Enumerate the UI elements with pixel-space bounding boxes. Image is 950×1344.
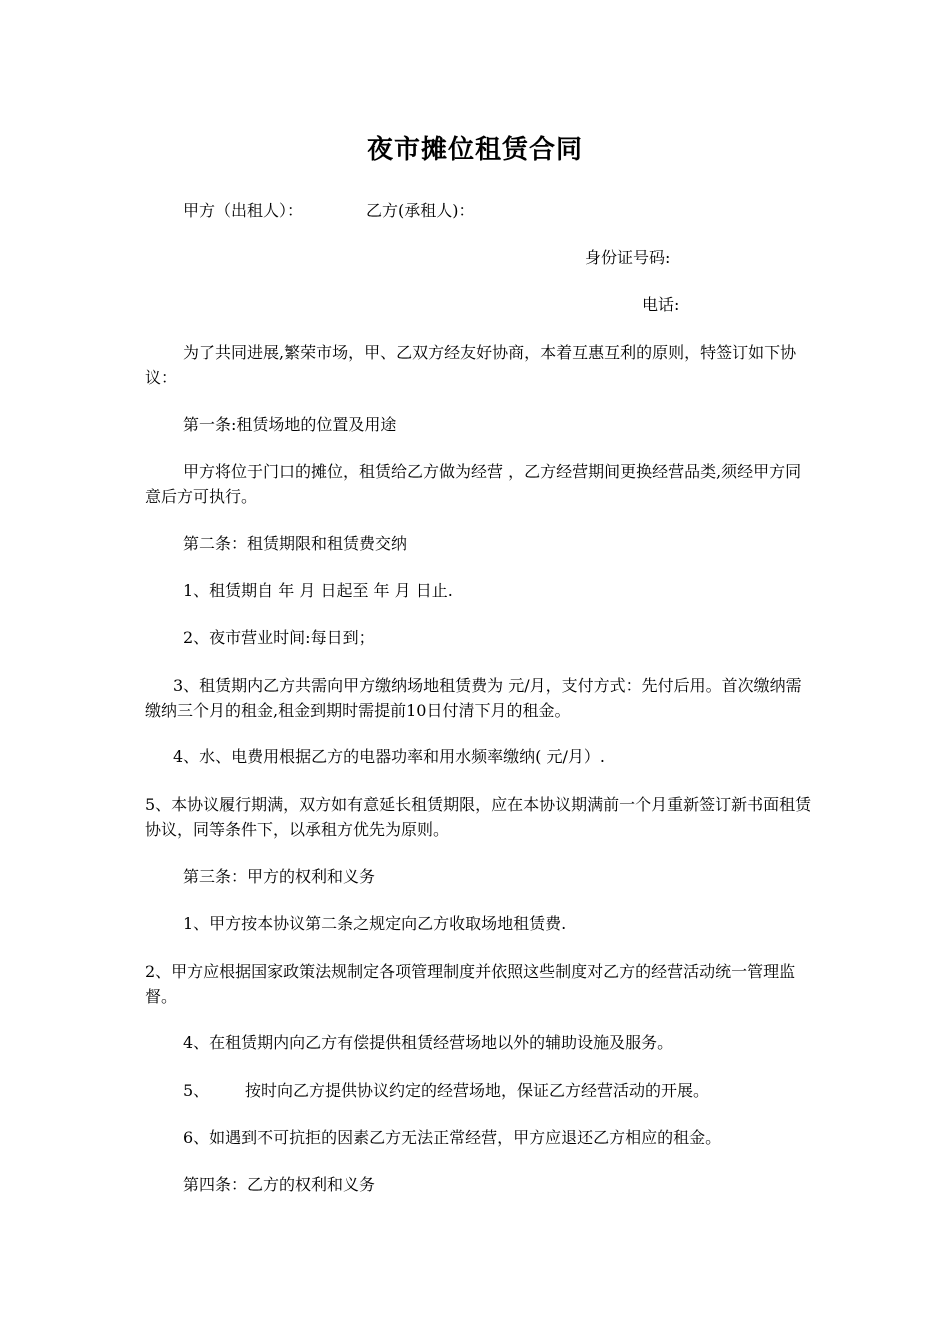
article-2-item-4: 4、水、电费用根据乙方的电器功率和用水频率缴纳( 元/月）. (173, 747, 605, 766)
article-3-item-5-number: 5、 (183, 1081, 210, 1100)
article-1-heading: 第一条:租赁场地的位置及用途 (183, 415, 397, 434)
preamble-paragraph: 为了共同进展,繁荣市场，甲、乙双方经友好协商，本着互惠互利的原则，特签订如下协议： (145, 343, 797, 387)
article-3-item-5-text: 按时向乙方提供协议约定的经营场地，保证乙方经营活动的开展。 (245, 1081, 710, 1100)
article-1-body: 甲方将位于门口的摊位，租赁给乙方做为经营 ，乙方经营期间更换经营品类,须经甲方同意后方可执行。 (145, 462, 802, 506)
article-2-item-1: 1、租赁期自 年 月 日起至 年 月 日止. (183, 581, 453, 600)
party-b-label: 乙方(承租人)： (366, 201, 475, 220)
article-3-item-6: 6、如遇到不可抗拒的因素乙方无法正常经营，甲方应退还乙方相应的租金。 (183, 1128, 722, 1147)
article-2-heading: 第二条：租赁期限和租赁费交纳 (183, 534, 408, 553)
article-2-item-3: 3、租赁期内乙方共需向甲方缴纳场地租赁费为 元/月，支付方式：先付后用。首次缴纳需缴纳三个月的租金,租金到期时需提前10日付清下月的租金。 (145, 676, 802, 720)
article-3-heading: 第三条：甲方的权利和义务 (183, 867, 376, 886)
article-2-item-2: 2、夜市营业时间:每日到； (183, 628, 375, 647)
phone-label: 电话: (642, 295, 680, 314)
id-number-label: 身份证号码: (585, 248, 671, 267)
document-title: 夜市摊位租赁合同 (366, 135, 583, 165)
article-4-heading: 第四条：乙方的权利和义务 (183, 1175, 376, 1194)
article-2-item-5: 5、本协议履行期满，双方如有意延长租赁期限，应在本协议期满前一个月重新签订新书面租赁协议，同等条件下，以承租方优先为原则。 (145, 795, 812, 839)
article-3-item-1: 1、甲方按本协议第二条之规定向乙方收取场地租赁费. (183, 914, 567, 933)
article-3-item-4: 4、在租赁期内向乙方有偿提供租赁经营场地以外的辅助设施及服务。 (183, 1033, 674, 1052)
party-a-label: 甲方（出租人）： (183, 201, 304, 220)
article-3-item-2: 2、甲方应根据国家政策法规制定各项管理制度并依照这些制度对乙方的经营活动统一管理监督。 (145, 962, 796, 1006)
